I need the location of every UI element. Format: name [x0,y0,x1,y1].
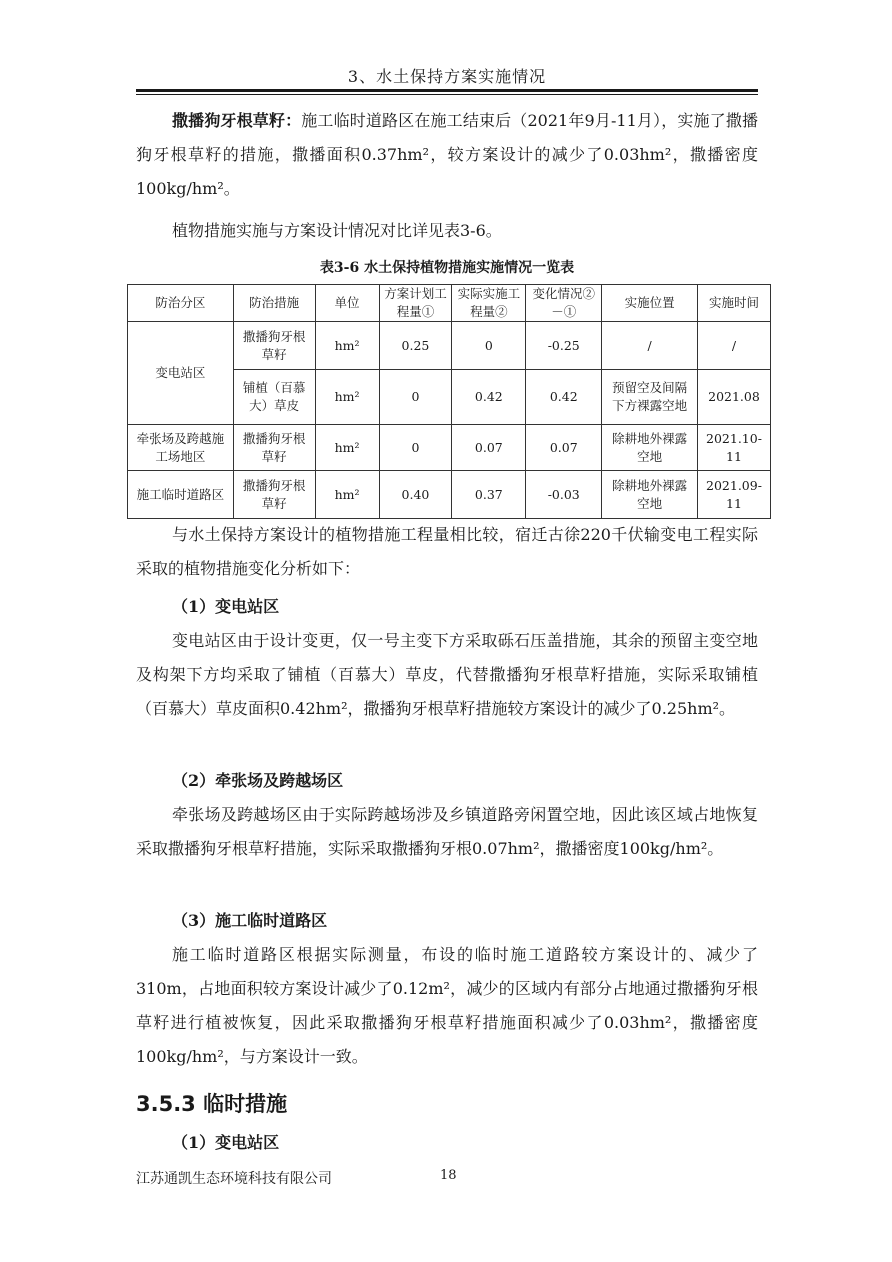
section-substation [136,590,758,726]
header-rule-thin [136,94,758,95]
location-cell: 除耕地外裸露空地 [602,425,698,471]
actual-cell: 0.37 [452,471,526,519]
measure-cell: 撒播狗牙根草籽 [233,322,315,370]
location-cell: / [602,322,698,370]
unit-cell: hm² [315,425,379,471]
para-text: 施工临时道路区根据实际测量，布设的临时施工道路较方案设计的、减少了310m，占地面积较方案设计减少了0.12m²，减少的区域内有部分占地通过撒播狗牙根草籽进行植被恢复，因此采取撒播狗牙根草籽措施面积减少了0.03hm²，撒播密度100kg/hm²，与方案设计一致。 [136,945,758,1066]
header-cell: 方案计划工程量① [379,285,452,322]
measure-cell: 撒播狗牙根草籽 [233,471,315,519]
unit-cell: hm² [315,471,379,519]
para-text: 施工临时道路区在施工结束后（2021年9月-11月），实施了撒播狗牙根草籽的措施，撒播面积0.37hm²，较方案设计的减少了0.03hm²，撒播密度100kg/hm²。 [136,111,758,198]
zone-cell: 变电站区 [128,322,234,425]
para-lead-bold: 撒播狗牙根草籽： [172,111,302,130]
plan-cell: 0.25 [379,322,452,370]
vegetation-measures-table [127,284,771,519]
table-row [128,425,771,471]
header-cell: 防治措施 [233,285,315,322]
measure-cell: 铺植（百慕大）草皮 [233,370,315,425]
section-heading: （3）施工临时道路区 [172,911,328,930]
para-text: 植物措施实施与方案设计情况对比详见表3-6。 [172,221,502,240]
time-cell: / [697,322,770,370]
location-cell: 预留空及间隔下方裸露空地 [602,370,698,425]
measure-cell: 撒播狗牙根草籽 [233,425,315,471]
footer-company: 江苏通凯生态环境科技有限公司 [136,1171,332,1187]
section-353-heading: 3.5.3 临时措施 [136,1092,288,1116]
section-heading: （2）牵张场及跨越场区 [172,771,344,790]
plan-cell: 0 [379,425,452,471]
para-seeding-road [136,104,758,206]
plan-cell: 0 [379,370,452,425]
unit-cell: hm² [315,322,379,370]
unit-cell: hm² [315,370,379,425]
para-table-reference [136,214,758,248]
change-cell: 0.07 [526,425,602,471]
time-cell: 2021.09-11 [697,471,770,519]
section-353-sub [136,1126,758,1160]
table-row [128,471,771,519]
table-header-row [128,285,771,322]
change-cell: -0.03 [526,471,602,519]
section-heading: （1）变电站区 [172,597,280,616]
header-cell: 变化情况②－① [526,285,602,322]
para-text: 与水土保持方案设计的植物措施工程量相比较，宿迁古徐220千伏输变电工程实际采取的植物措施变化分析如下： [136,525,758,578]
running-header: 3、水土保持方案实施情况 [347,67,547,86]
plan-cell: 0.40 [379,471,452,519]
time-cell: 2021.08 [697,370,770,425]
actual-cell: 0.42 [452,370,526,425]
zone-cell: 施工临时道路区 [128,471,234,519]
section-heading: （1）变电站区 [172,1133,280,1152]
para-text: 牵张场及跨越场区由于实际跨越场涉及乡镇道路旁闲置空地，因此该区域占地恢复采取撒播狗牙根草籽措施，实际采取撒播狗牙根0.07hm²，撒播密度100kg/hm²。 [136,805,758,858]
zone-cell: 牵张场及跨越施工场地区 [128,425,234,471]
header-rule-thick [136,89,758,92]
para-comparison-intro [136,518,758,586]
actual-cell: 0.07 [452,425,526,471]
header-cell: 防治分区 [128,285,234,322]
actual-cell: 0 [452,322,526,370]
table-row [128,322,771,370]
page-number: 18 [440,1168,457,1183]
section-tension-field [136,764,758,866]
time-cell: 2021.10-11 [697,425,770,471]
header-cell: 实施位置 [602,285,698,322]
location-cell: 除耕地外裸露空地 [602,471,698,519]
change-cell: 0.42 [526,370,602,425]
header-cell: 实际实施工程量② [452,285,526,322]
para-text: 变电站区由于设计变更，仅一号主变下方采取砾石压盖措施，其余的预留主变空地及构架下方均采取了铺植（百慕大）草皮，代替撒播狗牙根草籽措施，实际采取铺植（百慕大）草皮面积0.42hm²，撒播狗牙根草籽措施较方案设计的减少了0.25hm²。 [136,631,758,718]
table-title: 表3-6 水土保持植物措施实施情况一览表 [319,260,575,276]
change-cell: -0.25 [526,322,602,370]
header-cell: 实施时间 [697,285,770,322]
header-cell: 单位 [315,285,379,322]
section-temp-road [136,904,758,1074]
